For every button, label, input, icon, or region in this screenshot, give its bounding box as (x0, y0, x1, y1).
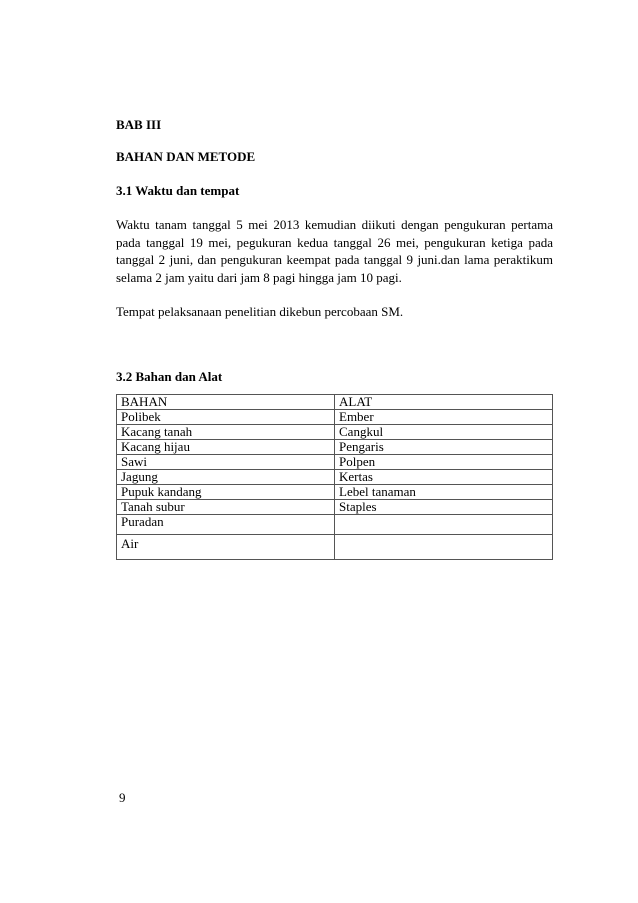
table-cell-bahan: Jagung (117, 469, 335, 484)
table-row (117, 514, 553, 534)
chapter-number: BAB III (116, 117, 162, 132)
chapter-title: BAHAN DAN METODE (116, 149, 256, 164)
table-cell-alat (335, 534, 553, 559)
table-cell-bahan: Sawi (117, 454, 335, 469)
table-row (117, 469, 553, 484)
header-bahan: BAHAN (117, 394, 335, 409)
header-alat: ALAT (335, 394, 553, 409)
table-cell-bahan: Pupuk kandang (117, 484, 335, 499)
table-header-row (117, 394, 553, 409)
section-title-materials: 3.2 Bahan dan Alat (116, 368, 223, 384)
table-cell-alat: Lebel tanaman (335, 484, 553, 499)
table-cell-alat: Staples (335, 499, 553, 514)
table-cell-alat: Ember (335, 409, 553, 424)
table-cell-bahan: Tanah subur (117, 499, 335, 514)
paragraph-time: Waktu tanam tanggal 5 mei 2013 kemudian diikuti dengan pengukuran pertama pada tanggal 19 mei, pegukuran kedua tanggal 26 mei, pengukuran ketiga pada tanggal 2 juni, dan pengukuran keempat pada tanggal 9 juni.dan lama peraktikum selama 2 jam yaitu dari jam 8 pagi hingga jam 10 pagi. (116, 217, 553, 285)
table-cell-bahan: Air (117, 534, 335, 559)
table-cell-bahan: Polibek (117, 409, 335, 424)
table-row (117, 534, 553, 559)
materials-table (116, 394, 553, 560)
table-cell-alat: Cangkul (335, 424, 553, 439)
paragraph-place: Tempat pelaksanaan penelitian dikebun percobaan SM. (116, 304, 404, 319)
table-cell-bahan: Puradan (117, 514, 335, 534)
table-row (117, 499, 553, 514)
table-cell-alat: Kertas (335, 469, 553, 484)
table-cell-alat: Pengaris (335, 439, 553, 454)
table-row (117, 439, 553, 454)
table-row (117, 484, 553, 499)
table-cell-alat: Polpen (335, 454, 553, 469)
page-content (116, 117, 553, 560)
table-cell-bahan: Kacang tanah (117, 424, 335, 439)
table-cell-alat (335, 514, 553, 534)
table-row (117, 409, 553, 424)
section-title-time-place: 3.1 Waktu dan tempat (116, 183, 240, 198)
table-cell-bahan: Kacang hijau (117, 439, 335, 454)
page-number: 9 (119, 790, 126, 805)
table-row (117, 424, 553, 439)
table-row (117, 454, 553, 469)
